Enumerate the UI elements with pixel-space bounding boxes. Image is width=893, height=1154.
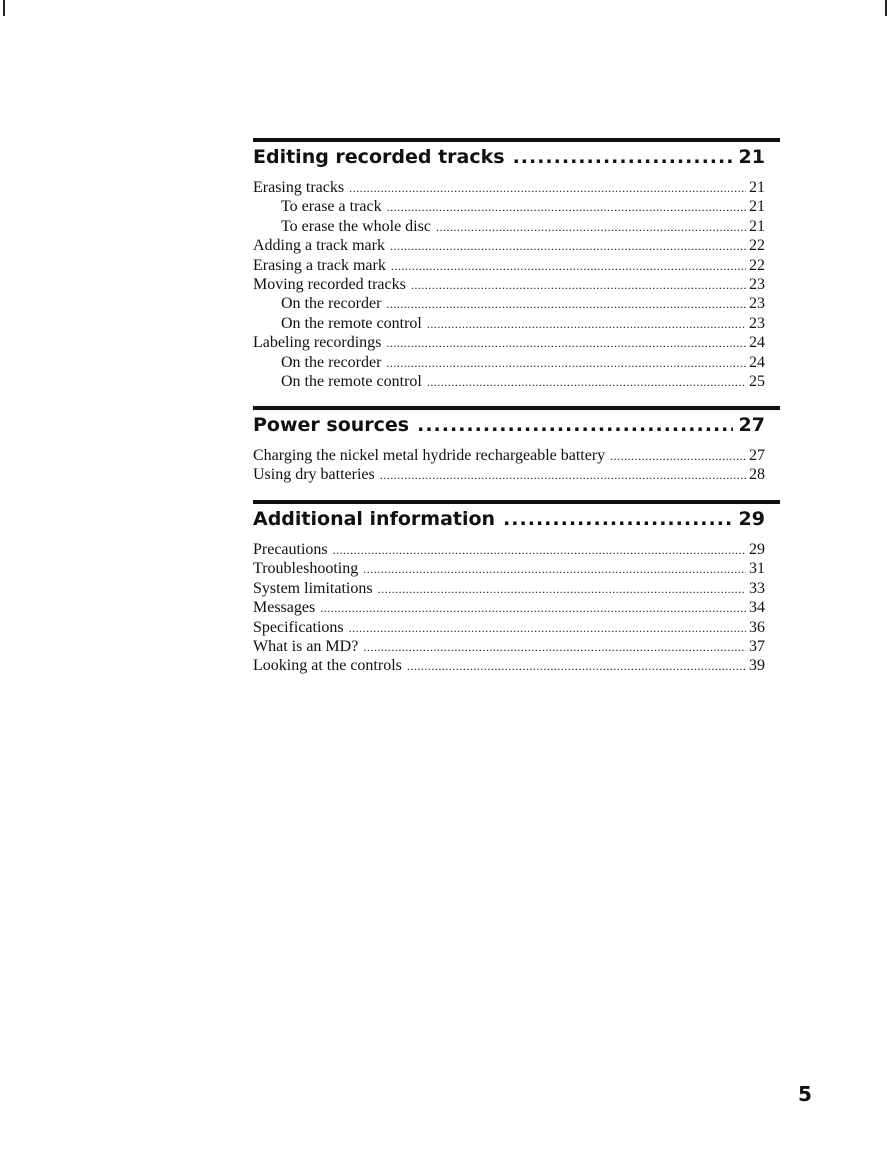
section-heading[interactable] <box>253 146 765 168</box>
section-entries <box>253 540 765 676</box>
toc-entry[interactable] <box>253 465 765 484</box>
entry-label: Charging the nickel metal hydride rechargeable battery <box>253 447 606 464</box>
dot-leader <box>333 541 746 560</box>
toc-entry[interactable] <box>253 275 765 294</box>
entry-label: To erase the whole disc <box>281 217 431 235</box>
toc-entry[interactable] <box>253 540 765 559</box>
dot-leader <box>417 414 732 436</box>
dot-leader <box>363 638 746 657</box>
entry-page: 24 <box>749 353 765 371</box>
page-number: 5 <box>798 1082 812 1106</box>
dot-leader <box>387 198 746 217</box>
entry-page: 23 <box>749 314 765 332</box>
toc-entry[interactable] <box>253 559 765 578</box>
dot-leader <box>427 373 746 392</box>
entry-page: 24 <box>749 334 765 352</box>
toc-entry[interactable] <box>253 598 765 617</box>
toc-section-additional <box>253 500 780 676</box>
entry-label: Adding a track mark <box>253 237 385 255</box>
section-title: Power sources <box>253 414 410 436</box>
entry-page: 31 <box>749 560 765 578</box>
entry-page: 39 <box>749 657 765 675</box>
toc-section-editing <box>253 138 780 391</box>
dot-leader <box>407 657 746 676</box>
toc-entry[interactable] <box>253 314 765 333</box>
entry-page: 23 <box>749 295 765 313</box>
entry-label: On the recorder <box>281 295 382 313</box>
dot-leader <box>349 619 746 638</box>
entry-page: 28 <box>749 466 765 484</box>
toc-entry[interactable] <box>253 178 765 197</box>
dot-leader <box>427 315 746 334</box>
toc-entry[interactable] <box>253 256 765 275</box>
entry-page: 25 <box>749 372 765 390</box>
dot-leader <box>513 146 733 168</box>
entry-page: 36 <box>749 618 765 636</box>
toc-entry[interactable] <box>253 217 765 236</box>
toc-entry[interactable] <box>253 618 765 637</box>
scan-edge-mark-left <box>3 0 5 16</box>
entry-page: 29 <box>749 541 765 558</box>
entry-page: 33 <box>749 579 765 597</box>
entry-label: On the remote control <box>281 314 422 332</box>
section-rule <box>253 500 780 504</box>
scan-edge-mark-right <box>885 0 887 16</box>
toc-entry[interactable] <box>253 353 765 372</box>
dot-leader <box>503 508 732 530</box>
entry-label: Looking at the controls <box>253 657 402 675</box>
entry-label: Messages <box>253 599 316 617</box>
section-entries <box>253 178 765 391</box>
entry-label: Precautions <box>253 541 328 558</box>
entry-page: 22 <box>749 256 765 274</box>
section-heading[interactable] <box>253 414 765 436</box>
dot-leader <box>386 295 746 314</box>
section-page: 27 <box>738 414 765 436</box>
entry-label: Specifications <box>253 618 344 636</box>
entry-label: Erasing tracks <box>253 179 345 196</box>
dot-leader <box>436 218 746 237</box>
dot-leader <box>610 447 746 466</box>
entry-page: 23 <box>749 275 765 293</box>
toc-entry[interactable] <box>253 333 765 352</box>
section-title: Additional information <box>253 508 496 530</box>
section-entries <box>253 446 765 485</box>
entry-page: 21 <box>749 179 765 196</box>
toc-entry[interactable] <box>253 372 765 391</box>
dot-leader <box>320 599 746 618</box>
entry-page: 21 <box>749 217 765 235</box>
toc-entry[interactable] <box>253 637 765 656</box>
dot-leader <box>349 179 746 198</box>
entry-label: What is an MD? <box>253 637 359 655</box>
section-heading[interactable] <box>253 508 765 530</box>
toc-entry[interactable] <box>253 197 765 216</box>
entry-page: 37 <box>749 637 765 655</box>
dot-leader <box>378 580 746 599</box>
entry-page: 22 <box>749 237 765 255</box>
entry-label: Erasing a track mark <box>253 256 386 274</box>
toc-entry[interactable] <box>253 294 765 313</box>
entry-page: 21 <box>749 198 765 216</box>
dot-leader <box>390 237 746 256</box>
entry-label: Using dry batteries <box>253 466 375 484</box>
section-page: 21 <box>738 146 765 168</box>
entry-page: 34 <box>749 599 765 617</box>
entry-label: System limitations <box>253 579 373 597</box>
entry-label: Labeling recordings <box>253 334 382 352</box>
toc-entry[interactable] <box>253 446 765 465</box>
dot-leader <box>363 560 746 579</box>
section-rule <box>253 406 780 410</box>
dot-leader <box>391 257 746 276</box>
section-page: 29 <box>738 508 765 530</box>
section-rule <box>253 138 780 142</box>
dot-leader <box>380 466 746 485</box>
entry-page: 27 <box>749 447 765 464</box>
entry-label: To erase a track <box>281 198 382 216</box>
toc-entry[interactable] <box>253 579 765 598</box>
entry-label: Troubleshooting <box>253 560 359 578</box>
dot-leader <box>386 334 746 353</box>
entry-label: On the remote control <box>281 372 422 390</box>
toc-entry[interactable] <box>253 656 765 675</box>
toc-section-power <box>253 406 780 485</box>
section-title: Editing recorded tracks <box>253 146 505 168</box>
toc-entry[interactable] <box>253 236 765 255</box>
dot-leader <box>411 276 746 295</box>
dot-leader <box>386 354 746 373</box>
entry-label: On the recorder <box>281 353 382 371</box>
entry-label: Moving recorded tracks <box>253 275 406 293</box>
